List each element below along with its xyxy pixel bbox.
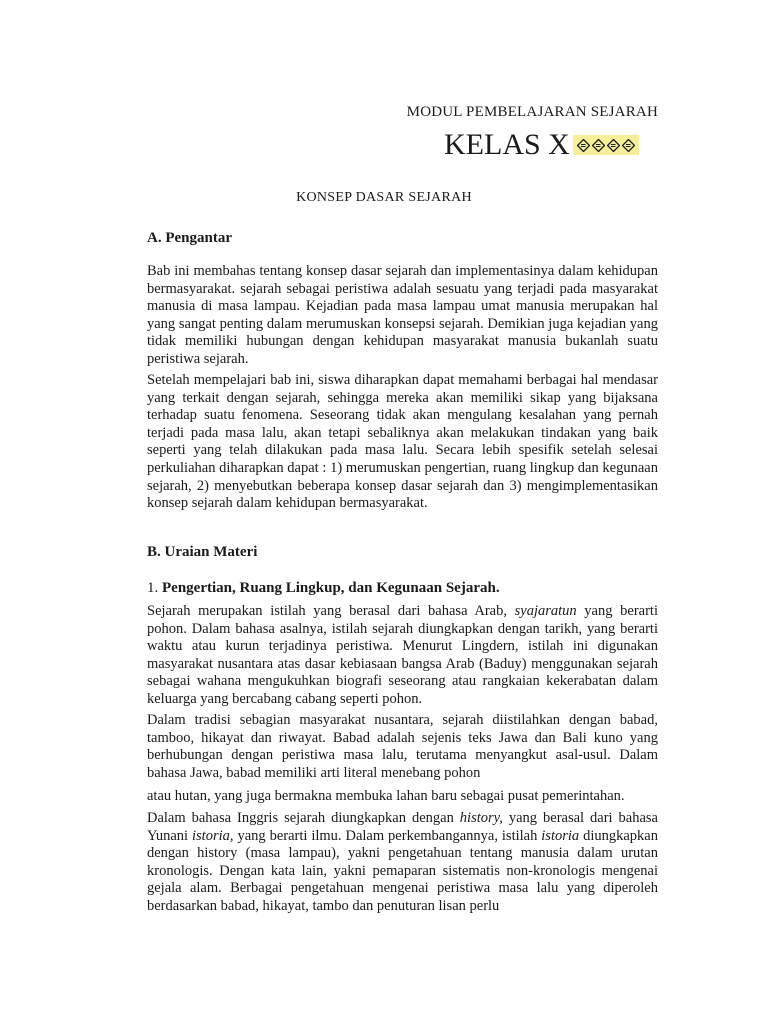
diamond-icon	[622, 139, 635, 152]
section-a-paragraph-2: Setelah mempelajari bab ini, siswa diharapkan dapat memahami berbagai hal mendasar yang terkait dengan sejarah, sehingga mereka akan memiliki sikap yang bijaksana terhadap suatu fenomena. Seseorang tidak akan mengulang kesalahan yang pernah terjadi pada masa lalu, akan tetapi sebaliknya akan melakukan tindakan yang baik seperti yang telah dilakukan pada masa lalu. Secara lebih spesifik setelah selesai perkuliahan diharapkan dapat : 1) merumuskan pengertian, ruang lingkup dan kegunaan sejarah, 2) menyebutkan beberapa konsep dasar sejarah dan 3) mengimplementasikan konsep sejarah dalam kehidupan bermasyarakat.	[147, 372, 658, 512]
text-run: yang berarti ilmu. Dalam perkembangannya, istilah	[233, 827, 542, 844]
text-run: yang berasal dari bahasa Yunani	[147, 810, 658, 844]
class-title: KELAS X	[444, 128, 570, 161]
text-run: Sejarah merupakan istilah yang berasal dari bahasa Arab,	[147, 603, 515, 619]
decorative-diamond-strip	[573, 135, 639, 155]
module-title: MODUL PEMBELAJARAN SEJARAH	[406, 104, 658, 120]
italic-term: istoria,	[192, 827, 234, 844]
text-run: yang berarti pohon. Dalam bahasa asalnya, istilah sejarah diungkapkan dengan tarikh, yang berarti waktu atau kurun terjadinya peristiwa. Menurut Lingdern, istilah ini digunakan masyarakat nusantara atas dasar kebiasaan bangsa Arab (Baduy) menggunakan sejarah sebagai wahana mengukuhkan biografi seseorang atau rangkaian kekerabatan dalam keluarga yang bercabang cabang seperti pohon.	[147, 603, 658, 707]
section-b-paragraph-3: atau hutan, yang juga bermakna membuka lahan baru sebagai pusat pemerintahan.	[147, 788, 625, 804]
italic-term: history,	[459, 810, 503, 826]
section-b-paragraph-4	[147, 810, 658, 916]
subsection-title: Pengertian, Ruang Lingkup, dan Kegunaan Sejarah.	[162, 580, 500, 596]
subsection-number: 1.	[147, 580, 162, 596]
text-run: diungkapkan dengan history (masa lampau), yakni pengetahuan tentang manusia dalam urutan kronologis. Dengan kata lain, yakni pemaparan sistematis non-kronologis mengenai gejala alam. Berbagai pengetahuan mengenai peristiwa masa lalu yang diperoleh berdasarkan babad, hikayat, tambo dan penuturan lisan perlu	[147, 827, 658, 914]
section-b-paragraph-2: Dalam tradisi sebagian masyarakat nusantara, sejarah diistilahkan dengan babad, tamboo, hikayat dan riwayat. Babad adalah sejenis teks Jawa dan Bali kuno yang berhubungan dengan peristiwa masa lalu, terutama menyangkut asal-usul. Dalam bahasa Jawa, babad memiliki arti literal menebang pohon	[147, 712, 658, 781]
italic-term: syajaratun	[514, 603, 577, 619]
section-a-paragraph-1: Bab ini membahas tentang konsep dasar sejarah dan implementasinya dalam kehidupan bermasyarakat. sejarah sebagai peristiwa adalah sesuatu yang terjadi pada masyarakat manusia di masa lampau. Kejadian pada masa lampau umat manusia merupakan hal yang sangat penting dalam merumuskan konsepsi sejarah. Demikian juga kejadian yang tidak memiliki hubungan dengan kehidupan masyarakat manusia bukanlah suatu peristiwa sejarah.	[147, 263, 658, 367]
section-a-heading: A. Pengantar	[147, 230, 232, 246]
subsection-1-heading	[147, 580, 500, 597]
diamond-icon	[592, 139, 605, 152]
diamond-icon	[577, 139, 590, 152]
main-heading: KONSEP DASAR SEJARAH	[296, 190, 472, 205]
class-title-row	[444, 128, 639, 162]
italic-term: istoria	[541, 827, 580, 844]
section-b-heading: B. Uraian Materi	[147, 544, 258, 560]
diamond-icon	[607, 139, 620, 152]
text-run: Dalam bahasa Inggris sejarah diungkapkan dengan	[147, 810, 460, 826]
section-b-paragraph-1	[147, 603, 658, 709]
